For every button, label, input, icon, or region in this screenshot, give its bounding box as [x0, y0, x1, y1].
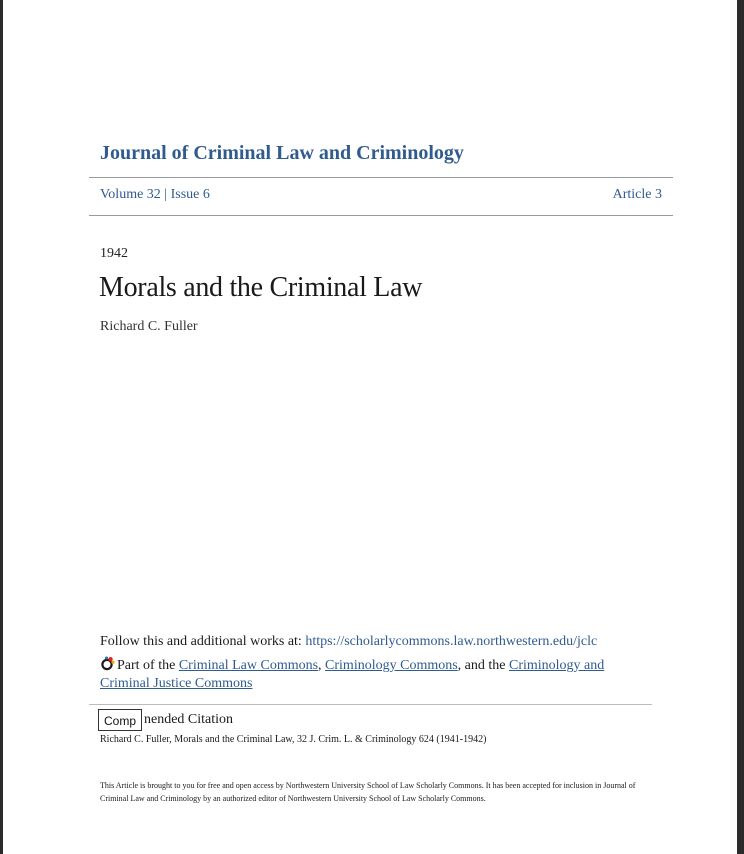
part-of-prefix: Part of the — [117, 658, 179, 673]
author-name: Richard C. Fuller — [100, 319, 198, 334]
citation-text: Richard C. Fuller, Morals and the Criminal Law, 32 J. Crim. L. & Criminology 624 (1941-1942) — [100, 734, 487, 745]
follow-line — [100, 634, 597, 650]
publication-year: 1942 — [100, 246, 128, 261]
separator-2: , and the — [457, 658, 509, 673]
criminology-commons-link[interactable]: Criminology Commons — [325, 658, 458, 673]
commons-network-icon — [100, 656, 115, 671]
header-divider-bottom — [89, 215, 673, 216]
separator-1: , — [318, 658, 326, 673]
follow-prefix: Follow this and additional works at: — [100, 634, 306, 649]
viewer-edge-left — [0, 0, 3, 854]
viewer-edge-right — [737, 0, 744, 854]
citation-heading-text: nended Citation — [144, 712, 234, 727]
issue-link[interactable]: Volume 32 | Issue 6 — [100, 187, 210, 202]
header-divider-top — [89, 177, 673, 178]
part-of-line — [100, 656, 648, 693]
access-footer-note: This Article is brought to you for free and open access by Northwestern University School of Law Scholarly Commons. It has been accepted for inclusion in Journal of Criminal Law and Criminology by an authorized editor of Northwestern University School of Law Scholarly Commons. — [100, 781, 636, 803]
article-title: Morals and the Criminal Law — [99, 272, 423, 303]
citation-divider — [89, 704, 652, 705]
comp-tooltip: Comp — [98, 709, 142, 731]
criminal-law-commons-link[interactable]: Criminal Law Commons — [178, 658, 319, 673]
journal-title[interactable]: Journal of Criminal Law and Criminology — [100, 142, 464, 164]
criminology-criminal-justice-commons-link[interactable]: Criminology and Criminal Justice Commons — [100, 658, 605, 691]
article-number-link[interactable]: Article 3 — [612, 187, 662, 202]
follow-url-link[interactable]: https://scholarlycommons.law.northwestern.edu/jclc — [305, 634, 598, 649]
